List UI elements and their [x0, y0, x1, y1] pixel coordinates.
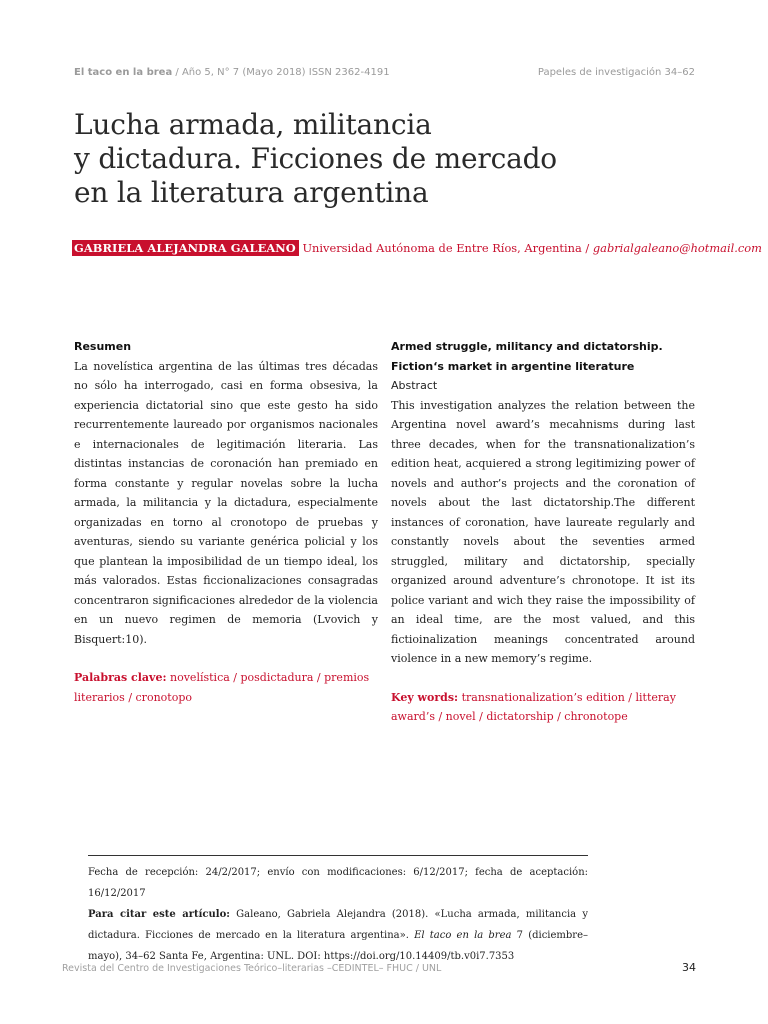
- section-label: Papeles de investigación 34–62: [537, 67, 695, 78]
- resumen-text: La novelística argentina de las últimas tres décadas no sólo ha interrogado, casi en forma obsesiva, la experiencia dictatorial sino que este gesto ha sido recurrentemente laureado por organismos nacionales e internacionales de legitimación literaria. Las distintas instancias de coronación han premiado en forma constante y regular novelas sobre la lucha armada, la militancia y la dictadura, especialmente organizadas en torno al cronotopo de pruebas y aventuras, siendo su variante genérica policial y los que plantean la imposibilidad de un tiempo ideal, los más valorados. Estas ficcionalizaciones consagradas concentraron significaciones alrededor de la violencia en un nuevo regimen de memoria (Lvovich y Bisquert:10).: [74, 359, 378, 646]
- resumen-heading: Resumen: [74, 340, 132, 353]
- title-line: en la literatura argentina: [74, 176, 429, 209]
- abstract-title-line: Fiction‘s market in argentine literature: [391, 359, 635, 373]
- submission-dates: Fecha de recepción: 24/2/2017; envío con modificaciones: 6/12/2017; fecha de aceptación: 16/12/2017: [88, 867, 588, 899]
- abstract-title-line: Armed struggle, militancy and dictatorship.: [391, 340, 663, 353]
- palabras-clave: [74, 668, 378, 707]
- article-title: [74, 108, 694, 210]
- keywords-label: Palabras clave:: [74, 671, 167, 684]
- author-name: GABRIELA ALEJANDRA GALEANO: [72, 240, 299, 256]
- abstract-heading: Abstract: [391, 379, 438, 392]
- citation-label: Para citar este artículo:: [88, 909, 230, 920]
- abstract-column: [391, 337, 695, 727]
- affiliation-text: Universidad Autónoma de Entre Ríos, Argentina /: [302, 241, 593, 255]
- author-email[interactable]: gabrialgaleano@hotmail.com: [592, 241, 762, 255]
- citation-journal: El taco en la brea: [414, 930, 512, 941]
- keywords-list: transnationalization’s edition / litteray award’s / novel / dictatorship / chronotope: [391, 690, 676, 723]
- article-metadata: [88, 862, 588, 967]
- abstract-title: [391, 337, 695, 376]
- title-line: y dictadura. Ficciones de mercado: [74, 142, 557, 175]
- abstract-text: This investigation analyzes the relation between the Argentina novel award’s mecahnisms during last three decades, when for the transnationalization’s edition heat, acquiered a strong legitimizing power of novels and author’s projects and the coronation of novels about the last dictatorship.The different instances of coronation, have laureate regularly and constantly novels about the seventies armed struggled, military and dictatorship, specially organized around adventure’s chronotope. It ist its police variant and wich they raise the impossibility of an ideal time, are the most valued, and this fictioinalization meanings concentrated around violence in a new memory’s regime.: [391, 398, 695, 665]
- citation-tail: 7 (diciembre–mayo), 34–62 Santa Fe, Argentina: UNL. DOI: https://doi.org/10.14409/tb.v0i7.7353: [88, 930, 588, 962]
- citation: [88, 904, 588, 967]
- keywords-list: novelística / posdictadura / premios literarios / cronotopo: [74, 671, 370, 704]
- citation-text: Galeano, Gabriela Alejandra (2018). «Lucha armada, militancia y dictadura. Ficciones de mercado en la literatura argentina».: [88, 909, 588, 941]
- journal-name: El taco en la brea: [74, 67, 173, 78]
- running-header: [74, 67, 390, 78]
- author-affiliation: [302, 241, 761, 255]
- key-words: [391, 688, 695, 727]
- title-line: Lucha armada, militancia: [74, 108, 432, 141]
- footnote-divider: [88, 855, 588, 856]
- page-number: 34: [682, 961, 696, 974]
- publisher-footer: Revista del Centro de Investigaciones Teórico–literarias –CEDINTEL– FHUC / UNL: [62, 963, 442, 974]
- keywords-label: Key words:: [391, 690, 459, 704]
- issue-info: / Año 5, N° 7 (Mayo 2018) ISSN 2362-4191: [172, 67, 390, 78]
- resumen-column: [74, 337, 378, 707]
- author-line: [72, 240, 762, 256]
